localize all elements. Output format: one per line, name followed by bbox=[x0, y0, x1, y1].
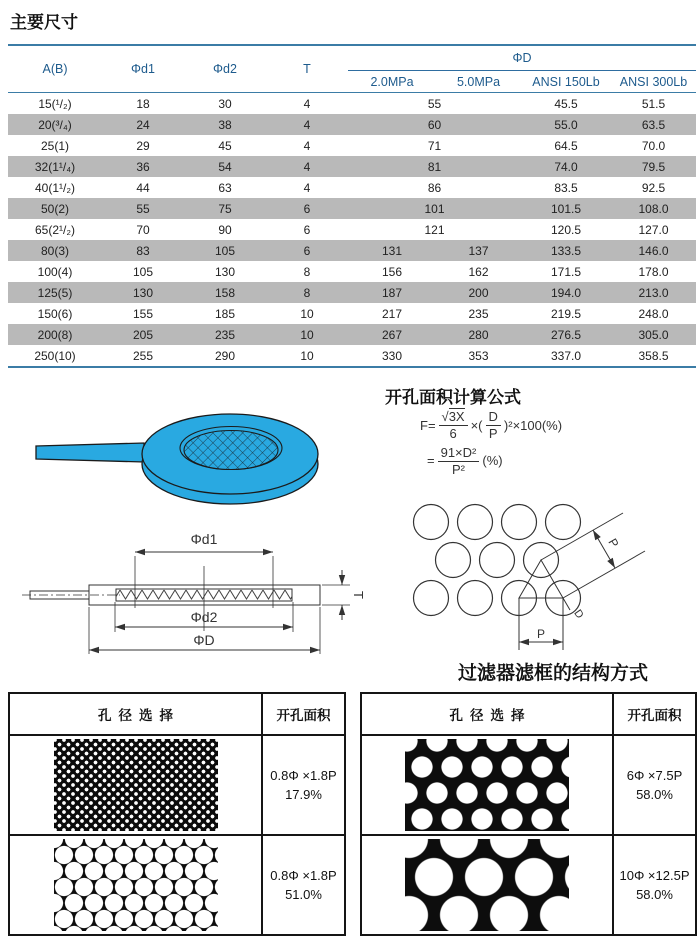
table-cell: 187 bbox=[381, 285, 403, 300]
table-cell: 255 bbox=[132, 348, 154, 363]
table-cell: 125(5) bbox=[37, 285, 73, 300]
col-header-d1: Φd1 bbox=[131, 62, 155, 76]
col-header-2mpa: 2.0MPa bbox=[370, 74, 414, 89]
open-area-percent: 51.0% bbox=[285, 887, 322, 902]
open-area-percent: 17.9% bbox=[285, 787, 322, 802]
pattern-cell bbox=[361, 735, 613, 835]
formula-eq2: = bbox=[427, 453, 435, 469]
table-cell: 79.5 bbox=[641, 159, 666, 174]
formula-fraction-2: $\frac{D}{P}$ bbox=[486, 410, 501, 442]
table-cell: 155 bbox=[132, 306, 154, 321]
table-row bbox=[8, 345, 696, 367]
main-table-body bbox=[8, 93, 696, 368]
open-area-percent: 58.0% bbox=[636, 887, 673, 902]
disc-drawing bbox=[36, 414, 318, 504]
table-cell: 10 bbox=[300, 327, 314, 342]
table-cell: 25(1) bbox=[40, 138, 69, 153]
col-header-5mpa: 5.0MPa bbox=[456, 74, 501, 89]
table-cell: 235 bbox=[214, 327, 236, 342]
table-cell: 267 bbox=[381, 327, 403, 342]
perforation-swatch-small-dots bbox=[54, 739, 218, 831]
table-cell: 70.0 bbox=[641, 138, 666, 153]
table-cell: 133.5 bbox=[550, 243, 582, 258]
formula-tail: (%) bbox=[482, 453, 503, 469]
table-cell: 92.5 bbox=[641, 180, 666, 195]
table-cell: 4 bbox=[303, 159, 311, 174]
table-cell: 38 bbox=[218, 117, 232, 132]
hole-spec: 10Φ ×12.5P bbox=[619, 867, 690, 883]
formula-fraction-3: $\frac{\text{91×D²}}{\text{P²}}$ bbox=[438, 446, 480, 478]
table-cell: 120.5 bbox=[550, 222, 582, 237]
area-col-header: 开孔面积 bbox=[262, 693, 345, 735]
table-cell: 10 bbox=[300, 348, 314, 363]
formula-op1: ×( bbox=[470, 417, 483, 433]
pattern-cell bbox=[9, 835, 262, 935]
col-header-ansi300: ANSI 300Lb bbox=[619, 74, 688, 89]
dim-label-d2: Φd2 bbox=[190, 609, 218, 625]
table-cell: 353 bbox=[468, 348, 489, 363]
table-cell: 248.0 bbox=[638, 306, 669, 321]
table-cell: 54 bbox=[218, 159, 232, 174]
table-cell: 171.5 bbox=[550, 264, 582, 279]
table-cell: 235 bbox=[468, 306, 489, 321]
table-cell: 63 bbox=[218, 180, 232, 195]
table-cell: 108.0 bbox=[638, 201, 669, 216]
table-cell: 194.0 bbox=[550, 285, 582, 300]
table-cell: 250(10) bbox=[34, 348, 76, 363]
table-cell: 45 bbox=[218, 138, 232, 153]
table-cell: 65(2¹/₂) bbox=[34, 222, 75, 237]
table-cell: 156 bbox=[381, 264, 403, 279]
table-cell: 70 bbox=[136, 222, 150, 237]
table-row bbox=[8, 282, 696, 303]
formula-op2: )²×100(%) bbox=[503, 417, 563, 433]
table-cell: 131 bbox=[381, 243, 403, 258]
cross-section-figure bbox=[10, 528, 375, 668]
open-area-percent: 58.0% bbox=[636, 787, 673, 802]
table-cell: 45.5 bbox=[554, 96, 578, 111]
table-cell: 6 bbox=[303, 201, 311, 216]
table-cell: 158 bbox=[214, 285, 236, 300]
hole-spec: 6Φ ×7.5P bbox=[626, 767, 683, 783]
table-cell: 55 bbox=[427, 96, 442, 111]
hole-col-header: 孔径选择 bbox=[9, 693, 262, 735]
table-cell: 50(2) bbox=[40, 201, 69, 216]
dim-label-t: T bbox=[351, 591, 366, 599]
table-row bbox=[8, 93, 696, 115]
table-row bbox=[8, 240, 696, 261]
table-row bbox=[8, 177, 696, 198]
formula-title: 开孔面积计算公式 bbox=[385, 388, 521, 407]
table-cell: 130 bbox=[132, 285, 154, 300]
table-cell: 55 bbox=[136, 201, 150, 216]
table-cell: 81 bbox=[427, 159, 442, 174]
table-cell: 24 bbox=[136, 117, 150, 132]
table-cell: 90 bbox=[218, 222, 232, 237]
strainer-disc-figure bbox=[10, 388, 350, 533]
table-cell: 51.5 bbox=[641, 96, 666, 111]
table-row bbox=[8, 198, 696, 219]
table-cell: 105 bbox=[214, 243, 236, 258]
area-col-header: 开孔面积 bbox=[613, 693, 696, 735]
table-cell: 32(1¹/₄) bbox=[34, 159, 76, 174]
table-row bbox=[8, 114, 696, 135]
pattern-caption: 过滤器滤框的结构方式 bbox=[457, 663, 648, 684]
table-row bbox=[8, 219, 696, 240]
table-cell: 29 bbox=[136, 138, 150, 153]
hole-diameter-label: D bbox=[571, 607, 586, 621]
table-cell: 162 bbox=[468, 264, 489, 279]
table-cell: 15(¹/₂) bbox=[38, 96, 72, 111]
table-cell: 20(³/₄) bbox=[38, 117, 72, 132]
table-cell: 127.0 bbox=[638, 222, 669, 237]
table-cell: 219.5 bbox=[550, 306, 582, 321]
col-header-t: T bbox=[303, 62, 311, 76]
table-cell: 105 bbox=[132, 264, 154, 279]
table-cell: 290 bbox=[214, 348, 236, 363]
perforation-swatch-xlarge-holes bbox=[405, 839, 569, 931]
pattern-cell bbox=[361, 835, 613, 935]
table-cell: 6 bbox=[303, 243, 311, 258]
table-cell: 4 bbox=[303, 138, 311, 153]
area-cell bbox=[262, 835, 345, 935]
table-cell: 83 bbox=[136, 243, 150, 258]
table-cell: 75 bbox=[218, 201, 232, 216]
table-cell: 8 bbox=[303, 264, 311, 279]
table-cell: 4 bbox=[303, 180, 311, 195]
table-cell: 18 bbox=[136, 96, 150, 111]
pitch-diagonal-label: P bbox=[605, 536, 622, 550]
table-cell: 4 bbox=[303, 117, 311, 132]
hole-table-right bbox=[360, 692, 697, 936]
table-cell: 101 bbox=[424, 201, 445, 216]
table-cell: 280 bbox=[468, 327, 489, 342]
dim-label-D: ΦD bbox=[193, 632, 215, 648]
opening-area-formula bbox=[420, 410, 562, 481]
col-header-phiD: ΦD bbox=[348, 45, 696, 71]
table-cell: 86 bbox=[427, 180, 442, 195]
table-cell: 150(6) bbox=[37, 306, 73, 321]
table-cell: 100(4) bbox=[37, 264, 73, 279]
perforation-swatch-medium-holes bbox=[54, 839, 218, 931]
hole-pattern-figure bbox=[395, 495, 695, 657]
col-header-d2: Φd2 bbox=[213, 62, 237, 76]
table-row bbox=[8, 324, 696, 345]
area-cell bbox=[613, 735, 696, 835]
table-cell: 71 bbox=[427, 138, 442, 153]
table-cell: 137 bbox=[468, 243, 489, 258]
table-cell: 121 bbox=[424, 222, 445, 237]
dim-label-d1: Φd1 bbox=[190, 531, 218, 547]
table-cell: 101.5 bbox=[550, 201, 582, 216]
table-cell: 4 bbox=[303, 96, 311, 111]
hole-spec: 0.8Φ ×1.8P bbox=[270, 767, 337, 783]
col-header-ansi150: ANSI 150Lb bbox=[532, 74, 600, 89]
page-title: 主要尺寸 bbox=[10, 13, 78, 32]
table-cell: 276.5 bbox=[550, 327, 582, 342]
table-cell: 358.5 bbox=[638, 348, 669, 363]
table-cell: 36 bbox=[136, 159, 150, 174]
table-cell: 63.5 bbox=[641, 117, 666, 132]
table-cell: 8 bbox=[303, 285, 311, 300]
table-cell: 305.0 bbox=[638, 327, 669, 342]
table-cell: 146.0 bbox=[638, 243, 669, 258]
table-row bbox=[8, 135, 696, 156]
table-cell: 10 bbox=[300, 306, 314, 321]
table-cell: 64.5 bbox=[554, 138, 578, 153]
table-cell: 213.0 bbox=[638, 285, 669, 300]
area-cell bbox=[613, 835, 696, 935]
table-cell: 200(8) bbox=[37, 327, 73, 342]
table-cell: 185 bbox=[214, 306, 236, 321]
table-cell: 205 bbox=[132, 327, 154, 342]
table-cell: 55.0 bbox=[554, 117, 578, 132]
table-row bbox=[8, 261, 696, 282]
table-cell: 83.5 bbox=[554, 180, 578, 195]
table-cell: 217 bbox=[381, 306, 403, 321]
table-cell: 74.0 bbox=[554, 159, 578, 174]
formula-fraction-1: $\frac{√3X}{6}$ bbox=[439, 410, 468, 442]
table-row bbox=[8, 156, 696, 177]
perforation-swatch-large-holes bbox=[405, 739, 569, 831]
area-cell bbox=[262, 735, 345, 835]
table-cell: 330 bbox=[381, 348, 403, 363]
table-cell: 44 bbox=[136, 180, 150, 195]
hole-spec: 0.8Φ ×1.8P bbox=[270, 867, 337, 883]
col-header-ab: A(B) bbox=[42, 62, 68, 76]
pitch-horizontal-label: P bbox=[536, 627, 546, 641]
table-cell: 80(3) bbox=[40, 243, 69, 258]
table-cell: 130 bbox=[214, 264, 236, 279]
table-cell: 30 bbox=[218, 96, 232, 111]
hole-table-left bbox=[8, 692, 346, 936]
hole-col-header: 孔径选择 bbox=[361, 693, 613, 735]
formula-lhs: F= bbox=[420, 417, 436, 433]
table-cell: 40(1¹/₂) bbox=[34, 180, 75, 195]
main-dimension-table bbox=[8, 44, 696, 368]
table-cell: 200 bbox=[468, 285, 489, 300]
table-cell: 178.0 bbox=[638, 264, 669, 279]
table-cell: 337.0 bbox=[550, 348, 582, 363]
pattern-cell bbox=[9, 735, 262, 835]
table-row bbox=[8, 303, 696, 324]
table-cell: 60 bbox=[427, 117, 442, 132]
table-cell: 6 bbox=[303, 222, 311, 237]
